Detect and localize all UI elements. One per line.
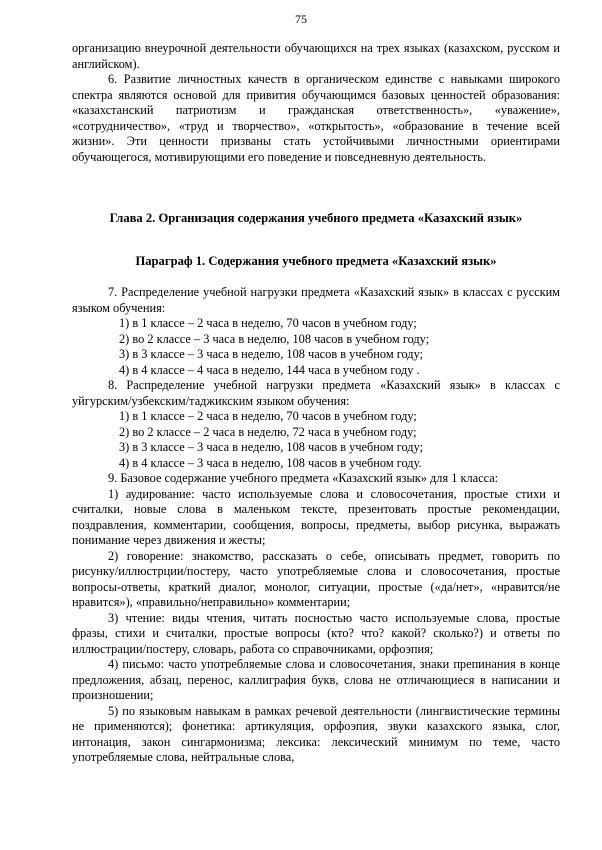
list-item: 4) в 4 классе – 3 часа в неделю, 108 часов в учебном году. [119,455,422,470]
item-6-paragraph: 6. Развитие личностных качеств в органическом единстве с навыками широкого спектра являются основой для привития обучающимся базовых ценностей образования: «казахстанский патриотизм и гражданская ответственность», «уважение», «сотрудничество», «труд и творчество», «открытость», «образование в течение всей жизни». Эти ценности призваны стать устойчивыми личностными ориентирами обучающегося, мотивирующими его поведение и повседневную деятельность. [72,72,560,164]
list-item: 2) во 2 классе – 3 часа в неделю, 108 часов в учебном году; [119,331,430,346]
list-item: 2) говорение: знакомство, рассказать о себе, описывать предмет, говорить по рисунку/иллюстрции/постеру, часто употребляемые слова и словосочетания, простые вопросы-ответы, краткий диалог, монолог, ситуации, простые («да/нет», «нравится/не нравится»), «правильно/неправильно» комментарии; [72,548,560,609]
list-item: 4) в 4 классе – 4 часа в неделю, 144 часа в учебном году . [119,362,420,377]
list-item: 1) в 1 классе – 2 часа в неделю, 70 часов в учебном году; [119,409,417,423]
page-body [72,41,560,766]
continuation-paragraph: организацию внеурочной деятельности обучающихся на трех языках (казахском, русском и английском). [72,41,560,71]
page-number: 75 [295,12,307,26]
chapter-heading: Глава 2. Организация содержания учебного предмета «Казахский язык» [109,211,523,225]
list-item: 1) аудирование: часто используемые слова и словосочетания, простые стихи и считалки, новые слова в маленьком тексте, презентовать простые рекомендации, поздравления, комментарии, сообщения, вопросы, предметы, выбор рисунка, выражать понимание через движения и жесты; [72,486,560,547]
list-item: 2) во 2 классе – 2 часа в неделю, 72 часа в учебном году; [119,424,417,439]
list-item: 1) в 1 классе – 2 часа в неделю, 70 часов в учебном году; [119,316,417,330]
list-item: 5) по языковым навыкам в рамках речевой деятельности (лингвистические термины не применяются); фонетика: артикуляция, орфоэпия, звуки казахского языка, слог, интонация, закон сингармонизма; лексика: лексический минимум по теме, часто употребляемые слова, нейтральные слова, [72,703,560,764]
list-item: 3) в 3 классе – 3 часа в неделю, 108 часов в учебном году; [119,347,424,361]
paragraph-heading: Параграф 1. Содержания учебного предмета «Казахский язык» [135,253,497,268]
item-7-paragraph: 7. Распределение учебной нагрузки предмета «Казахский язык» в классах с русским языком обучения: [72,285,560,315]
list-item: 3) чтение: виды чтения, читать посностью часто используемые слова, простые фразы, стихи и считалки, простые вопросы (кто? что? какой? сколько?) и ответы по иллюстрации/постеру, словарь, работа со справочниками, орфоэпия; [72,610,560,656]
item-9-paragraph: 9. Базовое содержание учебного предмета «Казахский язык» для 1 класса: [108,471,499,485]
list-item: 3) в 3 классе – 3 часа в неделю, 108 часов в учебном году; [119,440,424,454]
list-item: 4) письмо: часто употребляемые слова и словосочетания, знаки препинания в конце предложения, абзац, перенос, каллиграфия букв, слова не отличающиеся в написании и произношении; [72,657,560,702]
item-8-paragraph: 8. Распределение учебной нагрузки предмета «Казахский язык» в классах с уйгурским/узбекским/таджикским языком обучения: [72,378,560,408]
